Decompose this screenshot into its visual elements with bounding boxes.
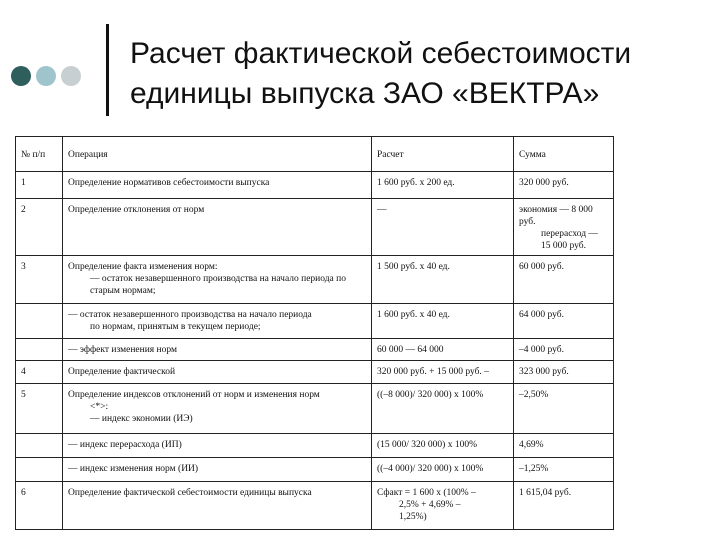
- operation-subline: по нормам, принятым в текущем периоде;: [90, 322, 261, 332]
- row-sum: [514, 199, 614, 256]
- table-row: [16, 482, 614, 530]
- table-row: [16, 458, 614, 482]
- table-row: [16, 434, 614, 458]
- dark-dot-icon: [11, 66, 31, 86]
- row-operation: Определение отклонения от норм: [63, 199, 372, 256]
- row-sum: 64 000 руб.: [514, 304, 614, 339]
- header-number: № п/п: [16, 137, 63, 172]
- table-row: [16, 256, 614, 304]
- row-calculation: [372, 482, 514, 530]
- row-operation: — индекс перерасхода (ИП): [63, 434, 372, 458]
- operation-line: Определение факта изменения норм:: [68, 262, 218, 272]
- row-operation: [63, 384, 372, 434]
- operation-subline: <*>:: [90, 402, 109, 412]
- header-operation: Операция: [63, 137, 372, 172]
- title-line-1: Расчет фактической себестоимости: [130, 37, 632, 70]
- row-sum: 4,69%: [514, 434, 614, 458]
- row-sum: 1 615,04 руб.: [514, 482, 614, 530]
- row-operation: — эффект изменения норм: [63, 339, 372, 361]
- row-number: [16, 339, 63, 361]
- row-sum: 323 000 руб.: [514, 361, 614, 384]
- row-calculation: —: [372, 199, 514, 256]
- operation-subline: — остаток незавершенного производства на начало периода по старым нормам;: [90, 274, 346, 296]
- row-calculation: 320 000 руб. + 15 000 руб. –: [372, 361, 514, 384]
- row-operation: Определение фактической: [63, 361, 372, 384]
- table-row: [16, 339, 614, 361]
- row-number: [16, 434, 63, 458]
- title-divider: [106, 24, 109, 116]
- sum-economy: экономия — 8 000 руб.: [519, 205, 593, 227]
- row-number: 1: [16, 172, 63, 199]
- decorative-dots: [11, 66, 81, 86]
- title-line-2: единицы выпуска ЗАО «ВЕКТРА»: [130, 77, 600, 110]
- row-calculation: ((–8 000)/ 320 000) х 100%: [372, 384, 514, 434]
- row-number: 2: [16, 199, 63, 256]
- row-number: 5: [16, 384, 63, 434]
- row-calculation: ((–4 000)/ 320 000) х 100%: [372, 458, 514, 482]
- row-calculation: 60 000 — 64 000: [372, 339, 514, 361]
- light-blue-dot-icon: [36, 66, 56, 86]
- operation-line: — остаток незавершенного производства на начало периода: [68, 310, 312, 320]
- row-calculation: 1 500 руб. х 40 ед.: [372, 256, 514, 304]
- row-sum: –1,25%: [514, 458, 614, 482]
- row-sum: –2,50%: [514, 384, 614, 434]
- row-number: [16, 458, 63, 482]
- row-operation: — индекс изменения норм (ИИ): [63, 458, 372, 482]
- sum-overspend: перерасход — 15 000 руб.: [541, 229, 598, 251]
- table-row: [16, 384, 614, 434]
- row-sum: –4 000 руб.: [514, 339, 614, 361]
- calculation-subline: 1,25%): [399, 512, 427, 522]
- row-number: 3: [16, 256, 63, 304]
- table-row: [16, 361, 614, 384]
- row-sum: 320 000 руб.: [514, 172, 614, 199]
- row-operation: [63, 304, 372, 339]
- row-operation: Определение нормативов себестоимости выпуска: [63, 172, 372, 199]
- header-sum: Сумма: [514, 137, 614, 172]
- row-calculation: 1 600 руб. х 40 ед.: [372, 304, 514, 339]
- operation-subline: — индекс экономии (ИЭ): [90, 414, 193, 424]
- row-operation: [63, 256, 372, 304]
- table-row: [16, 199, 614, 256]
- row-sum: 60 000 руб.: [514, 256, 614, 304]
- table-row: [16, 172, 614, 199]
- row-calculation: (15 000/ 320 000) х 100%: [372, 434, 514, 458]
- row-number: 4: [16, 361, 63, 384]
- slide-title: [130, 34, 710, 114]
- grey-dot-icon: [61, 66, 81, 86]
- operation-line: Определение индексов отклонений от норм и изменения норм: [68, 390, 320, 400]
- row-calculation: 1 600 руб. х 200 ед.: [372, 172, 514, 199]
- header-calculation: Расчет: [372, 137, 514, 172]
- row-operation: Определение фактической себестоимости единицы выпуска: [63, 482, 372, 530]
- cost-calculation-table: [15, 136, 614, 530]
- calculation-line: Сфакт = 1 600 х (100% –: [377, 488, 476, 498]
- calculation-subline: 2,5% + 4,69% –: [399, 500, 461, 510]
- table-header-row: [16, 137, 614, 172]
- row-number: [16, 304, 63, 339]
- table-row: [16, 304, 614, 339]
- row-number: 6: [16, 482, 63, 530]
